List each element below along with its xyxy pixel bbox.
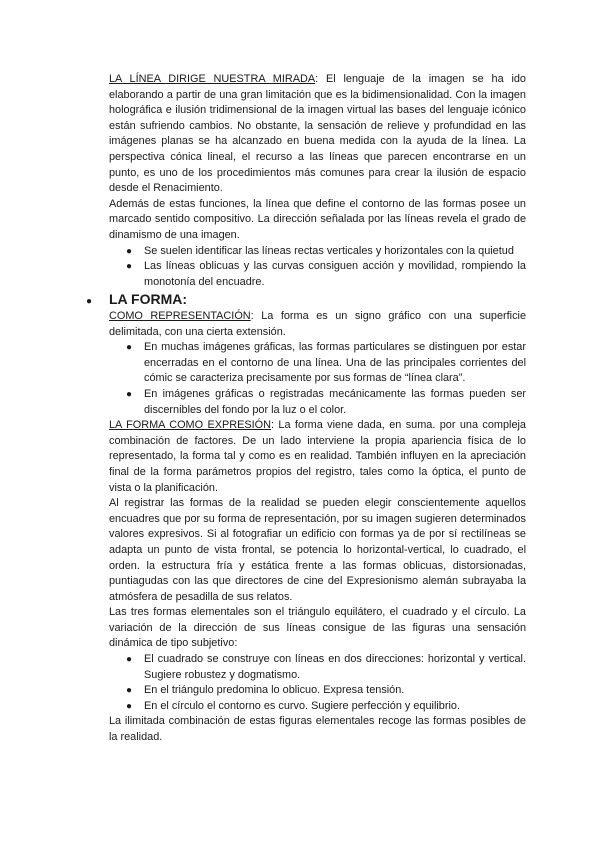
list-item: ● El cuadrado se construye con líneas en dos direcciones: horizontal y vertical. Sugiere robustez y dogmatismo. [126,653,526,681]
representacion-bullet-list [109,340,526,418]
paragraph-tres-formas: Las tres formas elementales son el triángulo equilátero, el cuadrado y el círculo. La variación de la dirección de sus líneas consigue de las figuras una sensación dinámica de tipo subjetivo: [109,606,526,650]
bullet-icon: ● [86,296,93,307]
list-item: ● En el círculo el contorno es curvo. Sugiere perfección y equilibrio. [144,699,526,715]
bullet-icon: ● [126,261,133,273]
section-title-forma [86,290,526,311]
paragraph-expresion: LA FORMA COMO EXPRESIÓN: La forma viene dada, en suma. por una compleja combinación de factores. De un lado interviene la propia apariencia física de lo representado, la forma tal y como es en realidad. También influyen en la apreciación final de la forma parámetros propios del registro, tales como la óptica, el punto de vista o la planificación. [109,419,526,494]
list-item: ● En muchas imágenes gráficas, las formas particulares se distinguen por estar encerradas en el contorno de una línea. Una de las principales corrientes del cómic se caracteriza precisamente por sus formas de “línea clara”. [126,341,526,385]
paragraph-intro [109,72,526,197]
bullet-icon: ● [126,700,133,712]
list-item: ● En imágenes gráficas o registradas mecánicamente las formas pueden ser discernibles del fondo por la luz o el color. [126,387,526,416]
section-linea [109,72,526,290]
bullet-icon: ● [126,342,133,354]
section-title: LA FORMA: [109,291,188,307]
bullet-icon: ● [126,245,133,257]
paragraph-funciones: Además de estas funciones, la línea que define el contorno de las formas posee un marcado sentido compositivo. La dirección señalada por las líneas revela el grado de dinamismo de una imagen. [109,197,526,241]
linea-bullet-list [109,244,526,291]
list-item: ● En el triángulo predomina lo oblicuo. Expresa tensión. [144,683,526,699]
heading-representacion: COMO REPRESENTACIÓN [109,310,251,322]
list-item: ● Las líneas oblicuas y las curvas consiguen acción y movilidad, rompiendo la monotonía del encuadre. [126,260,526,288]
bullet-icon: ● [126,654,133,666]
paragraph-registrar: Al registrar las formas de la realidad se pueden elegir conscientemente aquellos encuadres que por su forma de representación, por su imagen sugieren determinados valores expresivos. Si al fotografiar un edificio con formas ya de por sí rectilíneas se adapta un punto de vista frontal, se potencia lo horizontal-vertical, lo cuadrado, el orden. la estructura fría y estática frente a las formas oblicuas, distorsionadas, puntiagudas con las que directores de cine del Expresionismo alemán subrayaba la atmósfera de pesadilla de sus relatos. [109,497,526,603]
section-forma [109,309,526,746]
bullet-icon: ● [126,685,133,697]
heading-expresion: LA FORMA COMO EXPRESIÓN [109,419,272,432]
paragraph-closing: La ilimitada combinación de estas figuras elementales recoge las formas posibles de la realidad. [109,715,526,744]
list-item: ● Se suelen identificar las líneas rectas verticales y horizontales con la quietud [144,244,526,260]
heading-linea: LA LÍNEA DIRIGE NUESTRA MIRADA [109,73,316,85]
paragraph-representacion: COMO REPRESENTACIÓN: La forma es un signo gráfico con una superficie delimitada, con una cierta extensión. [109,310,527,338]
shapes-bullet-list [109,652,526,714]
intro-text: : El lenguaje de la imagen se ha ido elaborando a partir de una gran limitación que es la bidimensionalidad. Con la imagen holográfica e ilusión tridimensional de la imagen virtual las bases del lenguaje icónico están sufriendo cambios. No obstante, la sensación de relieve y profundidad en las imágenes planas se ha alcanzado en buena medida con la ayuda de la línea. La perspectiva cónica lineal, el recurso a las líneas que parecen encontrarse en un punto, es uno de los procedimientos más comunes para crear la ilusión de espacio desde el Renacimiento. [109,73,526,195]
bullet-icon: ● [126,388,133,400]
